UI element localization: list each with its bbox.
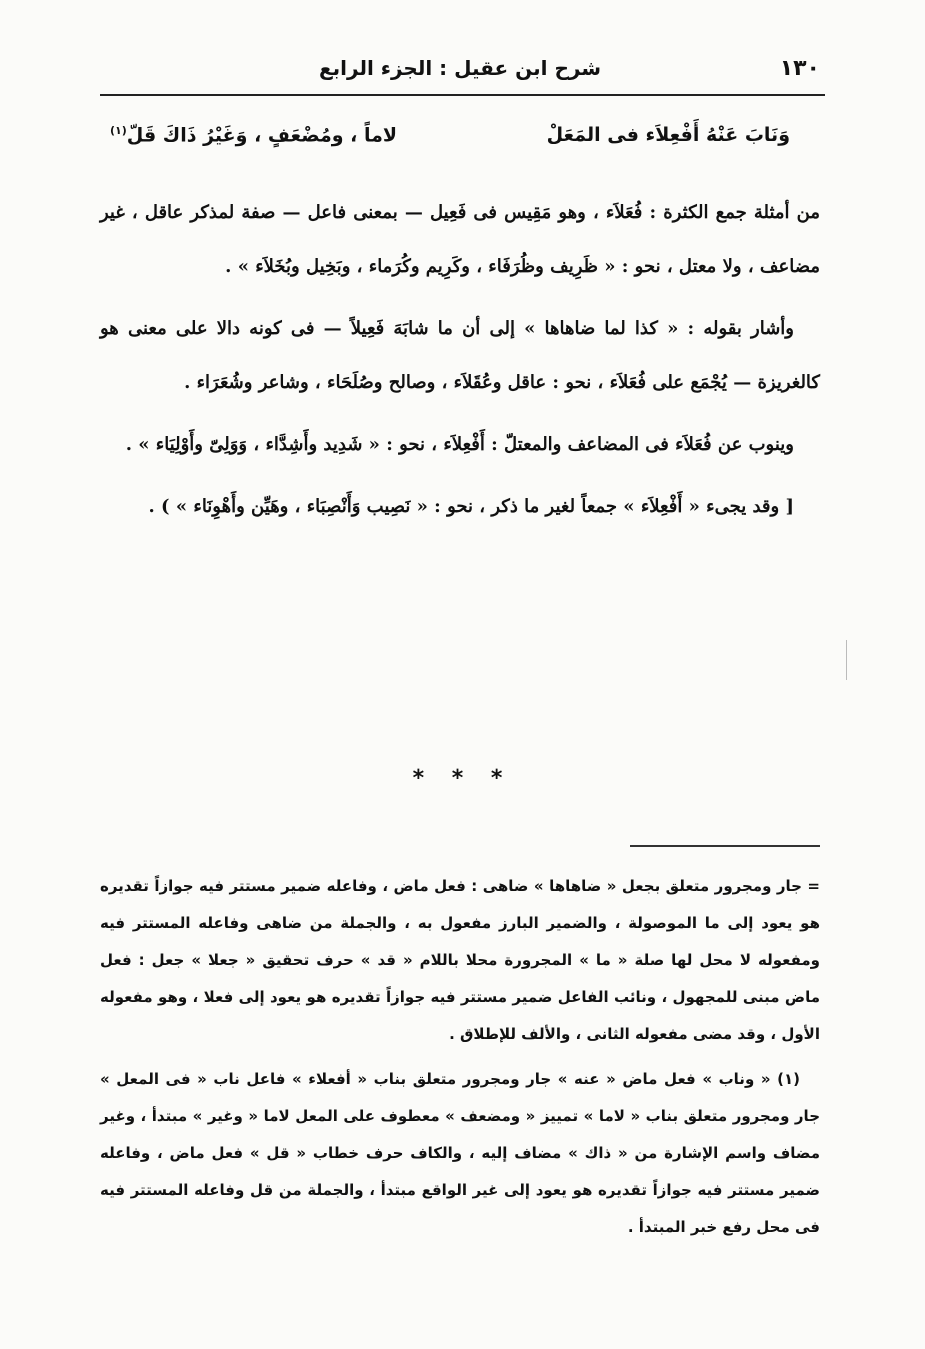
paragraph-3: وينوب عن فُعَلاَء فى المضاعف والمعتلّ : أَفْعِلاَء ، نحو : « شَدِيد وأَشِدَّاء ، وَوَلِىّ وأَوْلِيَاء » . xyxy=(125,434,794,455)
verse-second-text: لاماً ، ومُضْعَفٍ ، وَغَيْرُ ذَاكَ قَلّ xyxy=(126,124,398,147)
section-separator: * * * xyxy=(412,766,513,791)
running-title: شرح ابن عقيل : الجزء الرابع xyxy=(318,56,602,80)
paragraph-4: [ وقد يجىء « أَفْعِلاَء » جمعاً لغير ما ذكر ، نحو : « نَصِيب وَأَنْصِبَاء ، وهَيِّن وأَهْوِنَاء » ) . xyxy=(148,496,794,517)
footnote-1: (١) « وناب » فعل ماض « عنه » جار ومجرور متعلق بناب « أفعلاء » فاعل ناب « فى المعل » جار ومجرور متعلق بناب « لاما » تمييز « ومضعف » معطوف على المعل لاما « وغير » مبتدأ ، وغير مضاف واسم الإشارة من « ذاك » مضاف إليه ، والكاف حرف خطاب « قل » فعل ماض ، وفاعله ضمير مستتر فيه جوازاً تقديره هو يعود إلى غير الواقع مبتدأ ، والجملة من قل وفاعله المستتر فيه فى محل رفع خبر المبتدأ . xyxy=(100,1070,820,1236)
verse-second-hemistich xyxy=(110,124,397,146)
main-text xyxy=(100,186,820,542)
verse-line xyxy=(110,124,790,146)
footnote-marker: (١) xyxy=(110,124,127,137)
paragraph-1: من أمثلة جمع الكثرة : فُعَلاَء ، وهو مَقِيس فى فَعِيل — بمعنى فاعل — صفة لمذكر عاقل ، غير مضاعف ، ولا معتل ، نحو : « ظَرِيف وظُرَفَاء ، وكَرِيم وكُرَماء ، وبَخِيل وبُخَلاَء » . xyxy=(100,202,820,277)
verse-first-hemistich: وَنَابَ عَنْهُ أَفْعِلاَء فى المَعَلْ xyxy=(546,124,790,146)
footnote-continuation: = جار ومجرور متعلق بجعل « ضاهاها » ضاهى : فعل ماض ، وفاعله ضمير مستتر فيه جوازاً تقديره هو يعود إلى ما الموصولة ، والضمير البارز مفعول به ، والجملة من ضاهى وفاعله المستتر فيه ومفعوله لا محل لها صلة « ما » المجرورة محلا باللام « قد » حرف تحقيق « جعلا » جعل : فعل ماض مبنى للمجهول ، ونائب الفاعل ضمير مستتر فيه جوازاً تقديره هو يعود إلى فعلا ، وهو مفعوله الأول ، وقد مضى مفعوله الثانى ، والألف للإطلاق . xyxy=(100,877,820,1043)
margin-mark xyxy=(846,640,847,680)
page-header xyxy=(100,50,820,86)
page-number: ١٣٠ xyxy=(779,55,820,81)
header-rule xyxy=(100,94,825,96)
footnotes xyxy=(100,868,820,1254)
footnote-rule xyxy=(630,845,820,847)
paragraph-2: وأشار بقوله : « كذا لما ضاهاها » إلى أن ما شابَهَ فَعِيلاً — فى كونه دالا على معنى هو كالغريزة — يُجْمَع على فُعَلاَء ، نحو : عاقل وعُقَلاَء ، وصالح وصُلَحَاء ، وشاعر وشُعَرَاء . xyxy=(100,318,820,393)
